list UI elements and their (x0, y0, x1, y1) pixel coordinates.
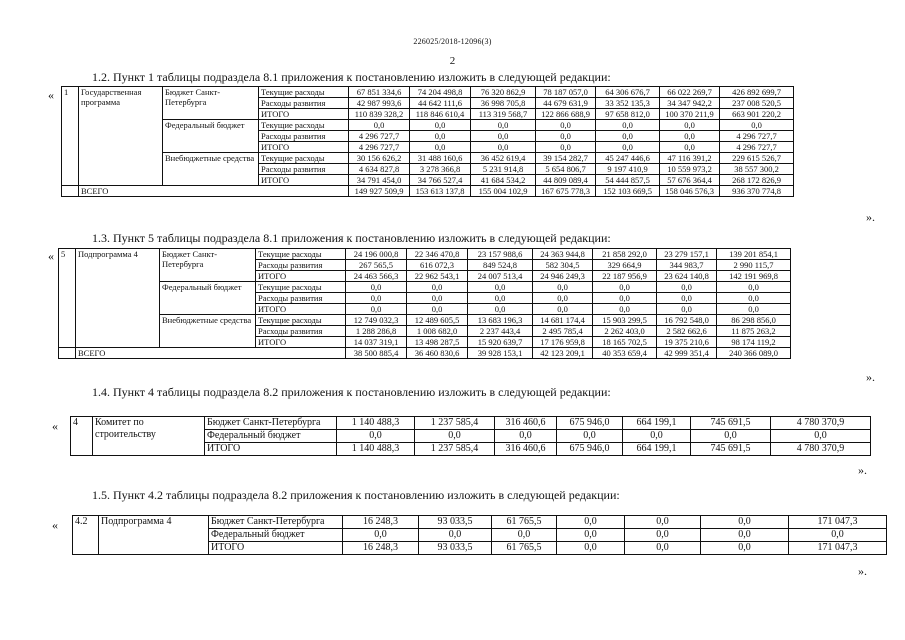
value-cell: 34 791 454,0 (349, 175, 410, 186)
total-value-cell: 167 675 778,3 (536, 186, 596, 197)
table-row (59, 249, 791, 260)
item-name: Подпрограмма 4 (99, 516, 209, 555)
value-cell: 31 488 160,6 (410, 153, 471, 164)
value-cell: 113 319 568,7 (471, 109, 536, 120)
value-cell: 86 298 856,0 (717, 315, 791, 326)
section-heading-1-2: 1.2. Пункт 1 таблицы подраздела 8.1 приложения к постановлению изложить в следующей редакции: (92, 70, 611, 84)
value-cell: 4 780 370,9 (771, 443, 871, 456)
table-1-2 (61, 86, 794, 197)
value-cell: 11 875 263,2 (717, 326, 791, 337)
value-cell: 118 846 610,4 (410, 109, 471, 120)
value-cell: 664 199,1 (623, 443, 691, 456)
value-cell: 0,0 (407, 304, 468, 315)
total-value-cell: 40 353 659,4 (593, 348, 657, 359)
value-cell: 0,0 (533, 304, 593, 315)
table-row (73, 516, 887, 529)
value-cell: 67 851 334,6 (349, 87, 410, 98)
value-cell: 93 033,5 (419, 542, 492, 555)
value-cell: 66 022 269,7 (660, 87, 720, 98)
value-cell: 0,0 (717, 282, 791, 293)
value-cell: 39 154 282,7 (536, 153, 596, 164)
value-cell: 664 199,1 (623, 417, 691, 430)
value-cell: 16 792 548,0 (657, 315, 717, 326)
value-cell: 22 962 543,1 (407, 271, 468, 282)
total-label: ВСЕГО (76, 348, 346, 359)
section-heading-1-4: 1.4. Пункт 4 таблицы подраздела 8.2 приложения к постановлению изложить в следующей редакции: (92, 385, 611, 399)
value-cell: 23 157 988,6 (468, 249, 533, 260)
value-cell: 24 463 566,3 (346, 271, 407, 282)
value-cell: 171 047,3 (789, 542, 887, 555)
value-cell: 10 559 973,2 (660, 164, 720, 175)
value-cell: 100 370 211,9 (660, 109, 720, 120)
value-cell: 2 262 403,0 (593, 326, 657, 337)
value-cell: 0,0 (536, 142, 596, 153)
value-cell: 0,0 (701, 529, 789, 542)
expense-type: Расходы развития (259, 131, 349, 142)
expense-type: Расходы развития (256, 326, 346, 337)
value-cell: 0,0 (346, 293, 407, 304)
funding-source: Внебюджетные средства (160, 315, 256, 348)
value-cell: 0,0 (419, 529, 492, 542)
value-cell: 0,0 (533, 293, 593, 304)
value-cell: 139 201 854,1 (717, 249, 791, 260)
value-cell: 675 946,0 (557, 443, 623, 456)
total-number-blank (59, 348, 76, 359)
value-cell: 0,0 (660, 131, 720, 142)
item-number: 4 (71, 417, 93, 456)
expense-type: Текущие расходы (259, 87, 349, 98)
value-cell: 0,0 (536, 131, 596, 142)
total-label: ВСЕГО (79, 186, 349, 197)
table-row (59, 282, 791, 293)
expense-type: Текущие расходы (256, 282, 346, 293)
value-cell: 4 634 827,8 (349, 164, 410, 175)
value-cell: 426 892 699,7 (720, 87, 794, 98)
funding-source: Бюджет Санкт-Петербурга (163, 87, 259, 120)
value-cell: 42 987 993,6 (349, 98, 410, 109)
funding-source: Бюджет Санкт-Петербурга (209, 516, 343, 529)
value-cell: 229 615 526,7 (720, 153, 794, 164)
value-cell: 98 174 119,2 (717, 337, 791, 348)
value-cell: 97 658 812,0 (596, 109, 660, 120)
value-cell: 44 679 631,9 (536, 98, 596, 109)
value-cell: 45 247 446,6 (596, 153, 660, 164)
value-cell: 142 191 969,8 (717, 271, 791, 282)
expense-type: Текущие расходы (259, 120, 349, 131)
value-cell: 18 165 702,5 (593, 337, 657, 348)
value-cell: 0,0 (717, 304, 791, 315)
value-cell: 36 998 705,8 (471, 98, 536, 109)
value-cell: 268 172 826,9 (720, 175, 794, 186)
value-cell: 15 920 639,7 (468, 337, 533, 348)
value-cell: 57 676 364,4 (660, 175, 720, 186)
value-cell: 24 946 249,3 (533, 271, 593, 282)
document-number: 226025/2018-12096(3) (413, 37, 492, 46)
expense-type: ИТОГО (256, 304, 346, 315)
value-cell: 316 460,6 (495, 443, 557, 456)
value-cell: 0,0 (410, 120, 471, 131)
expense-type: Расходы развития (256, 293, 346, 304)
expense-type: ИТОГО (259, 142, 349, 153)
item-number: 1 (62, 87, 79, 186)
value-cell: 344 983,7 (657, 260, 717, 271)
value-cell: 1 008 682,0 (407, 326, 468, 337)
total-value-cell: 153 613 137,8 (410, 186, 471, 197)
value-cell: 22 187 956,9 (593, 271, 657, 282)
table-row (71, 417, 871, 430)
funding-source: Федеральный бюджет (163, 120, 259, 153)
value-cell: 30 156 626,2 (349, 153, 410, 164)
total-value-cell: 42 999 351,4 (657, 348, 717, 359)
value-cell: 41 684 534,2 (471, 175, 536, 186)
value-cell: 1 237 585,4 (415, 417, 495, 430)
value-cell: 0,0 (407, 293, 468, 304)
value-cell: 1 237 585,4 (415, 443, 495, 456)
value-cell: 5 231 914,8 (471, 164, 536, 175)
expense-type: Текущие расходы (256, 249, 346, 260)
value-cell: 0,0 (657, 304, 717, 315)
value-cell: 17 176 959,8 (533, 337, 593, 348)
value-cell: 0,0 (771, 430, 871, 443)
value-cell: 44 809 089,4 (536, 175, 596, 186)
close-quote-1-2: ». (866, 210, 875, 224)
value-cell: 0,0 (557, 542, 625, 555)
value-cell: 33 352 135,3 (596, 98, 660, 109)
expense-type: Расходы развития (259, 98, 349, 109)
value-cell: 0,0 (789, 529, 887, 542)
total-value-cell: 158 046 576,3 (660, 186, 720, 197)
funding-source: ИТОГО (205, 443, 337, 456)
value-cell: 849 524,8 (468, 260, 533, 271)
value-cell: 0,0 (660, 120, 720, 131)
value-cell: 0,0 (596, 131, 660, 142)
value-cell: 16 248,3 (343, 516, 419, 529)
total-value-cell: 149 927 509,9 (349, 186, 410, 197)
value-cell: 4 780 370,9 (771, 417, 871, 430)
value-cell: 0,0 (596, 120, 660, 131)
value-cell: 0,0 (625, 516, 701, 529)
value-cell: 34 766 527,4 (410, 175, 471, 186)
value-cell: 0,0 (593, 293, 657, 304)
value-cell: 0,0 (468, 282, 533, 293)
value-cell: 4 296 727,7 (349, 142, 410, 153)
value-cell: 0,0 (415, 430, 495, 443)
value-cell: 24 196 000,8 (346, 249, 407, 260)
value-cell: 0,0 (410, 131, 471, 142)
value-cell: 34 347 942,2 (660, 98, 720, 109)
value-cell: 61 765,5 (492, 516, 557, 529)
value-cell: 21 858 292,0 (593, 249, 657, 260)
value-cell: 12 489 605,5 (407, 315, 468, 326)
item-number: 5 (59, 249, 76, 348)
value-cell: 14 037 319,1 (346, 337, 407, 348)
value-cell: 3 278 366,8 (410, 164, 471, 175)
funding-source: ИТОГО (209, 542, 343, 555)
table-1-3 (58, 248, 791, 359)
expense-type: ИТОГО (259, 109, 349, 120)
value-cell: 0,0 (536, 120, 596, 131)
total-value-cell: 36 460 830,6 (407, 348, 468, 359)
expense-type: ИТОГО (256, 271, 346, 282)
value-cell: 4 296 727,7 (720, 131, 794, 142)
value-cell: 1 140 488,3 (337, 443, 415, 456)
close-quote-1-4: ». (858, 463, 867, 477)
value-cell: 38 557 300,2 (720, 164, 794, 175)
value-cell: 76 320 862,9 (471, 87, 536, 98)
value-cell: 0,0 (657, 293, 717, 304)
table-1-4 (70, 416, 871, 456)
total-value-cell: 155 004 102,9 (471, 186, 536, 197)
value-cell: 0,0 (468, 304, 533, 315)
value-cell: 0,0 (623, 430, 691, 443)
open-quote-1-2: « (48, 88, 54, 102)
value-cell: 237 008 520,5 (720, 98, 794, 109)
expense-type: Расходы развития (259, 164, 349, 175)
value-cell: 0,0 (346, 282, 407, 293)
table-row (59, 315, 791, 326)
value-cell: 9 197 410,9 (596, 164, 660, 175)
value-cell: 22 346 470,8 (407, 249, 468, 260)
value-cell: 267 565,5 (346, 260, 407, 271)
value-cell: 110 839 328,2 (349, 109, 410, 120)
value-cell: 0,0 (596, 142, 660, 153)
value-cell: 23 624 140,8 (657, 271, 717, 282)
value-cell: 745 691,5 (691, 443, 771, 456)
value-cell: 4 296 727,7 (720, 142, 794, 153)
value-cell: 0,0 (346, 304, 407, 315)
value-cell: 0,0 (471, 120, 536, 131)
value-cell: 0,0 (660, 142, 720, 153)
value-cell: 0,0 (557, 516, 625, 529)
value-cell: 2 582 662,6 (657, 326, 717, 337)
value-cell: 0,0 (533, 282, 593, 293)
value-cell: 19 375 210,6 (657, 337, 717, 348)
value-cell: 0,0 (471, 131, 536, 142)
item-name: Государственная программа (79, 87, 163, 186)
value-cell: 74 204 498,8 (410, 87, 471, 98)
value-cell: 0,0 (625, 529, 701, 542)
value-cell: 2 990 115,7 (717, 260, 791, 271)
table-row (62, 87, 794, 98)
expense-type: ИТОГО (259, 175, 349, 186)
value-cell: 47 116 391,2 (660, 153, 720, 164)
value-cell: 0,0 (657, 282, 717, 293)
total-row (59, 348, 791, 359)
expense-type: Текущие расходы (256, 315, 346, 326)
value-cell: 0,0 (625, 542, 701, 555)
value-cell: 0,0 (343, 529, 419, 542)
value-cell: 2 237 443,4 (468, 326, 533, 337)
item-name: Комитет по строительству (93, 417, 205, 456)
value-cell: 0,0 (720, 120, 794, 131)
value-cell: 316 460,6 (495, 417, 557, 430)
value-cell: 0,0 (495, 430, 557, 443)
section-heading-1-3: 1.3. Пункт 5 таблицы подраздела 8.1 приложения к постановлению изложить в следующей редакции: (92, 231, 611, 245)
total-number-blank (62, 186, 79, 197)
value-cell: 582 304,5 (533, 260, 593, 271)
section-heading-1-5: 1.5. Пункт 4.2 таблицы подраздела 8.2 приложения к постановлению изложить в следующей редакции: (92, 488, 620, 502)
page-number: 2 (449, 55, 456, 67)
value-cell: 0,0 (407, 282, 468, 293)
table-1-5 (72, 515, 887, 555)
value-cell: 122 866 688,9 (536, 109, 596, 120)
expense-type: Текущие расходы (259, 153, 349, 164)
total-value-cell: 152 103 669,5 (596, 186, 660, 197)
funding-source: Федеральный бюджет (205, 430, 337, 443)
table-row (62, 153, 794, 164)
expense-type: Расходы развития (256, 260, 346, 271)
value-cell: 0,0 (717, 293, 791, 304)
value-cell: 0,0 (337, 430, 415, 443)
value-cell: 0,0 (701, 542, 789, 555)
item-number: 4.2 (73, 516, 99, 555)
value-cell: 0,0 (410, 142, 471, 153)
funding-source: Бюджет Санкт-Петербурга (205, 417, 337, 430)
value-cell: 329 664,9 (593, 260, 657, 271)
item-name: Подпрограмма 4 (76, 249, 160, 348)
open-quote-1-3: « (48, 249, 54, 263)
value-cell: 0,0 (557, 430, 623, 443)
value-cell: 36 452 619,4 (471, 153, 536, 164)
value-cell: 64 306 676,7 (596, 87, 660, 98)
value-cell: 1 140 488,3 (337, 417, 415, 430)
value-cell: 675 946,0 (557, 417, 623, 430)
value-cell: 0,0 (468, 293, 533, 304)
open-quote-1-4: « (52, 419, 58, 433)
total-value-cell: 38 500 885,4 (346, 348, 407, 359)
value-cell: 13 683 196,3 (468, 315, 533, 326)
value-cell: 0,0 (691, 430, 771, 443)
value-cell: 0,0 (557, 529, 625, 542)
value-cell: 4 296 727,7 (349, 131, 410, 142)
value-cell: 0,0 (593, 304, 657, 315)
funding-source: Внебюджетные средства (163, 153, 259, 186)
value-cell: 24 363 944,8 (533, 249, 593, 260)
value-cell: 24 007 513,4 (468, 271, 533, 282)
value-cell: 23 279 157,1 (657, 249, 717, 260)
close-quote-1-5: ». (858, 564, 867, 578)
funding-source: Федеральный бюджет (209, 529, 343, 542)
value-cell: 0,0 (701, 516, 789, 529)
value-cell: 0,0 (349, 120, 410, 131)
value-cell: 15 903 299,5 (593, 315, 657, 326)
open-quote-1-5: « (52, 518, 58, 532)
value-cell: 171 047,3 (789, 516, 887, 529)
value-cell: 616 072,3 (407, 260, 468, 271)
total-row (62, 186, 794, 197)
value-cell: 0,0 (471, 142, 536, 153)
value-cell: 61 765,5 (492, 542, 557, 555)
value-cell: 78 187 057,0 (536, 87, 596, 98)
value-cell: 16 248,3 (343, 542, 419, 555)
value-cell: 745 691,5 (691, 417, 771, 430)
value-cell: 44 642 111,6 (410, 98, 471, 109)
funding-source: Федеральный бюджет (160, 282, 256, 315)
value-cell: 1 288 286,8 (346, 326, 407, 337)
value-cell: 663 901 220,2 (720, 109, 794, 120)
total-value-cell: 42 123 209,1 (533, 348, 593, 359)
value-cell: 0,0 (492, 529, 557, 542)
value-cell: 54 444 857,5 (596, 175, 660, 186)
value-cell: 12 749 032,3 (346, 315, 407, 326)
close-quote-1-3: ». (866, 370, 875, 384)
total-value-cell: 240 366 089,0 (717, 348, 791, 359)
value-cell: 13 498 287,5 (407, 337, 468, 348)
value-cell: 14 681 174,4 (533, 315, 593, 326)
funding-source: Бюджет Санкт-Петербурга (160, 249, 256, 282)
expense-type: ИТОГО (256, 337, 346, 348)
value-cell: 5 654 806,7 (536, 164, 596, 175)
value-cell: 93 033,5 (419, 516, 492, 529)
value-cell: 2 495 785,4 (533, 326, 593, 337)
total-value-cell: 936 370 774,8 (720, 186, 794, 197)
table-row (62, 120, 794, 131)
value-cell: 0,0 (593, 282, 657, 293)
total-value-cell: 39 928 153,1 (468, 348, 533, 359)
